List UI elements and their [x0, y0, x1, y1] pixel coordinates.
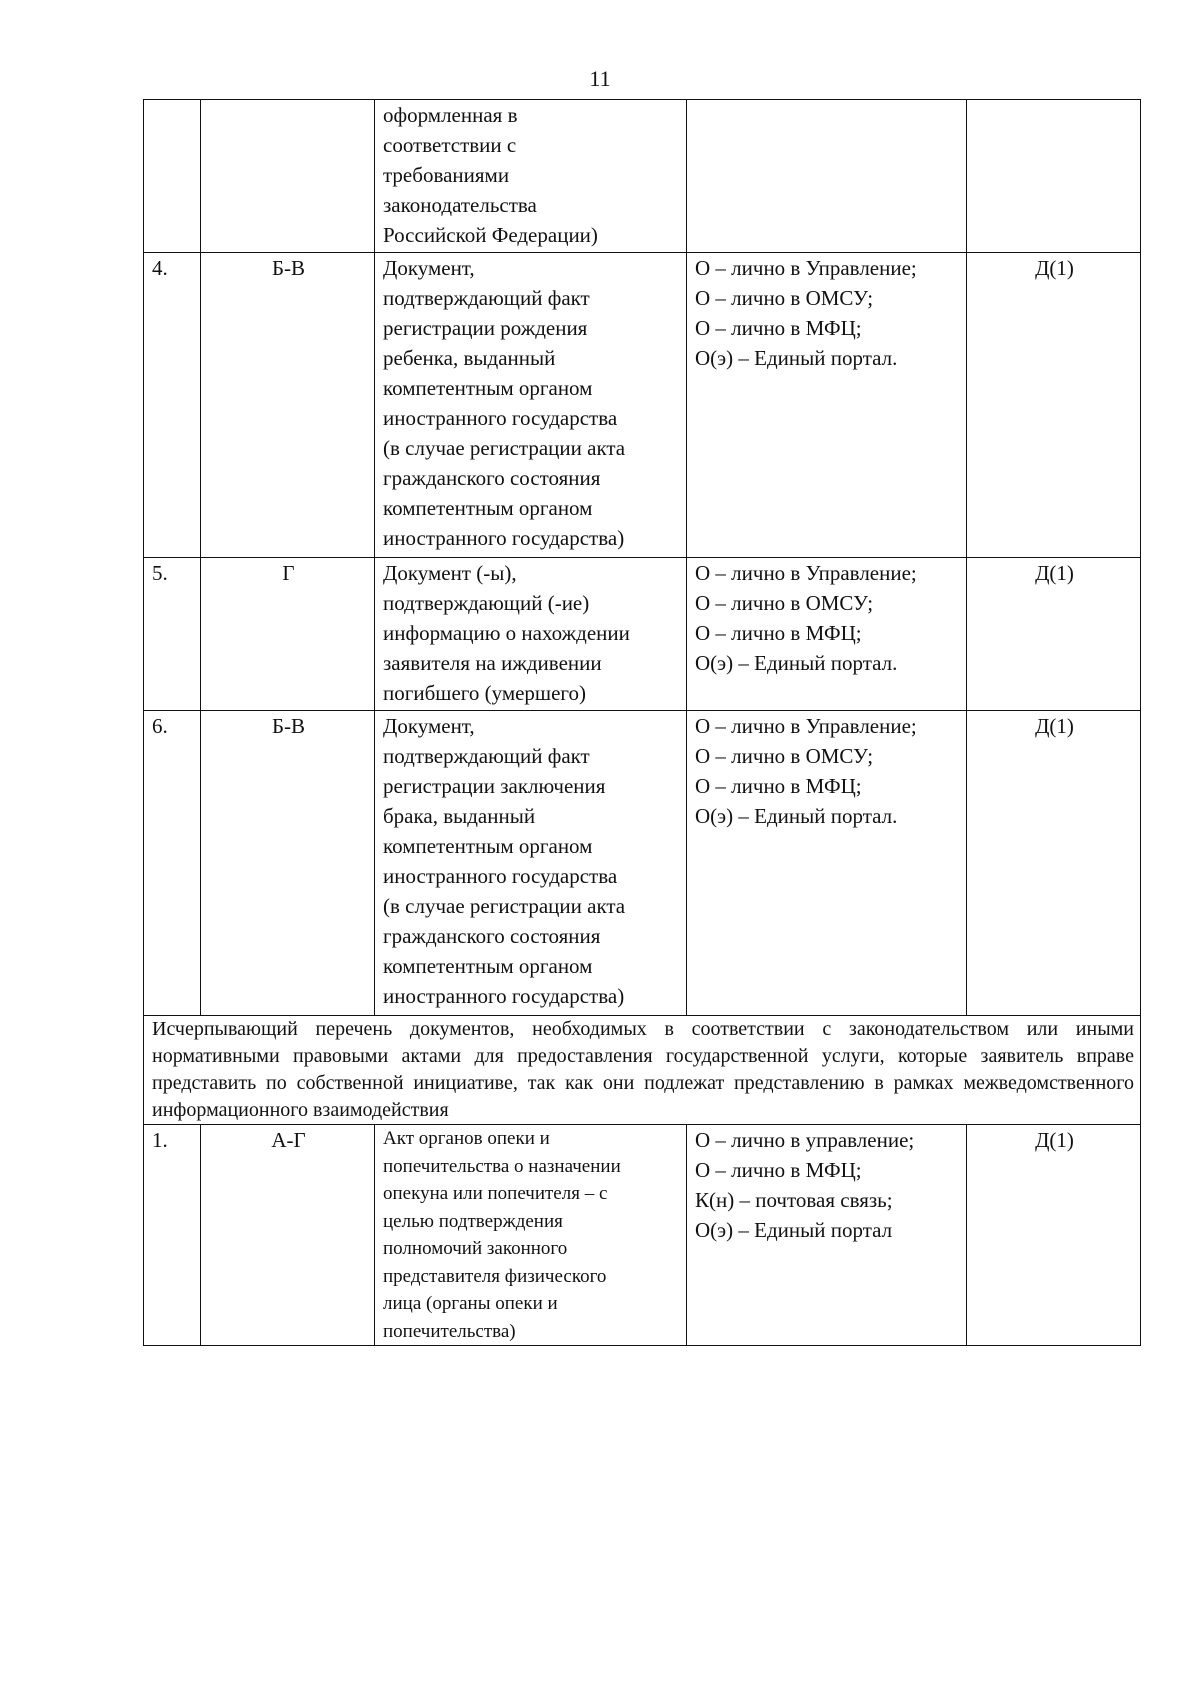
document-line: ребенка, выданный [383, 346, 556, 370]
document-line: компетентным органом [383, 834, 593, 858]
submission-methods [687, 253, 967, 558]
submission-line: О – лично в Управление; [695, 714, 917, 738]
document-line: законодательства [383, 193, 537, 217]
document-line: компетентным органом [383, 954, 593, 978]
applicant-category: Б-В [201, 711, 375, 1016]
document-line: подтверждающий факт [383, 286, 590, 310]
section-heading: Исчерпывающий перечень документов, необходимых в соответствии с законодательством или иными нормативными правовыми актами для предоставления государственной услуги, которые заявитель вправе представить по собственной инициативе, так как они подлежат представлению в рамках межведомственного информационного взаимодействия [144, 1016, 1141, 1125]
submission-methods [687, 100, 967, 253]
document-line: целью подтверждения [383, 1210, 563, 1232]
document-line: Документ, [383, 714, 475, 738]
document-name [375, 253, 687, 558]
document-line: подтверждающий (-ие) [383, 591, 590, 615]
document-line: попечительства о назначении [383, 1155, 621, 1177]
result-code: Д(1) [967, 711, 1141, 1016]
result-code: Д(1) [967, 1125, 1141, 1346]
result-code: Д(1) [967, 253, 1141, 558]
result-code [967, 100, 1141, 253]
submission-methods [687, 558, 967, 711]
document-line: Документ (-ы), [383, 561, 517, 585]
row-number: 4. [144, 253, 201, 558]
document-line: подтверждающий факт [383, 744, 590, 768]
document-line: полномочий законного [383, 1238, 568, 1259]
submission-methods [687, 1125, 967, 1346]
row-number: 1. [144, 1125, 201, 1346]
submission-line: О – лично в ОМСУ; [695, 286, 874, 310]
document-line: лица (органы опеки и [383, 1293, 558, 1314]
submission-line: К(н) – почтовая связь; [695, 1188, 893, 1212]
submission-line: О – лично в МФЦ; [695, 316, 862, 340]
document-line: требованиями [383, 163, 510, 187]
submission-line: О – лично в Управление; [695, 256, 917, 280]
document-line: иностранного государства [383, 406, 618, 430]
submission-methods [687, 711, 967, 1016]
document-line: информацию о нахождении [383, 621, 630, 645]
submission-line: О – лично в МФЦ; [695, 1158, 862, 1182]
submission-line: О(э) – Единый портал. [695, 346, 898, 370]
applicant-category: Г [201, 558, 375, 711]
document-line: Документ, [383, 256, 475, 280]
document-name [375, 100, 687, 253]
applicant-category: А-Г [201, 1125, 375, 1346]
document-line: гражданского состояния [383, 466, 601, 490]
applicant-category [201, 100, 375, 253]
document-line: оформленная в [383, 103, 518, 127]
document-line: погибшего (умершего) [383, 681, 587, 705]
submission-line: О(э) – Единый портал. [695, 651, 898, 675]
document-line: соответствии с [383, 133, 517, 157]
submission-line: О – лично в ОМСУ; [695, 744, 874, 768]
document-line: иностранного государства) [383, 984, 625, 1008]
submission-line: О – лично в МФЦ; [695, 774, 862, 798]
document-line: иностранного государства [383, 864, 618, 888]
row-number [144, 100, 201, 253]
document-line: компетентным органом [383, 376, 593, 400]
document-line: попечительства) [383, 1320, 516, 1342]
document-line: брака, выданный [383, 804, 536, 828]
document-name [375, 711, 687, 1016]
document-line: представителя физического [383, 1265, 607, 1287]
submission-line: О – лично в Управление; [695, 561, 917, 585]
document-line: (в случае регистрации акта [383, 436, 626, 460]
table-row [144, 100, 1141, 253]
document-line: гражданского состояния [383, 924, 601, 948]
submission-line: О – лично в управление; [695, 1128, 915, 1152]
document-line: регистрации рождения [383, 316, 588, 340]
document-line: регистрации заключения [383, 774, 606, 798]
document-line: Акт органов опеки и [383, 1128, 550, 1149]
document-line: опекуна или попечителя – с [383, 1183, 608, 1204]
submission-line: О(э) – Единый портал [695, 1218, 893, 1242]
document-line: компетентным органом [383, 496, 593, 520]
document-line: иностранного государства) [383, 526, 625, 550]
document-name [375, 1125, 687, 1346]
submission-line: О – лично в МФЦ; [695, 621, 862, 645]
document-name [375, 558, 687, 711]
table-row [144, 711, 1141, 1016]
section-heading-row [144, 1016, 1141, 1125]
documents-table [143, 99, 1141, 1346]
table-row [144, 1125, 1141, 1346]
result-code: Д(1) [967, 558, 1141, 711]
applicant-category: Б-В [201, 253, 375, 558]
document-line: (в случае регистрации акта [383, 894, 626, 918]
document-line: заявителя на иждивении [383, 651, 602, 675]
table-row [144, 558, 1141, 711]
table-row [144, 253, 1141, 558]
page-number: 11 [589, 66, 611, 91]
row-number: 6. [144, 711, 201, 1016]
submission-line: О(э) – Единый портал. [695, 804, 898, 828]
row-number: 5. [144, 558, 201, 711]
submission-line: О – лично в ОМСУ; [695, 591, 874, 615]
document-line: Российской Федерации) [383, 223, 598, 247]
